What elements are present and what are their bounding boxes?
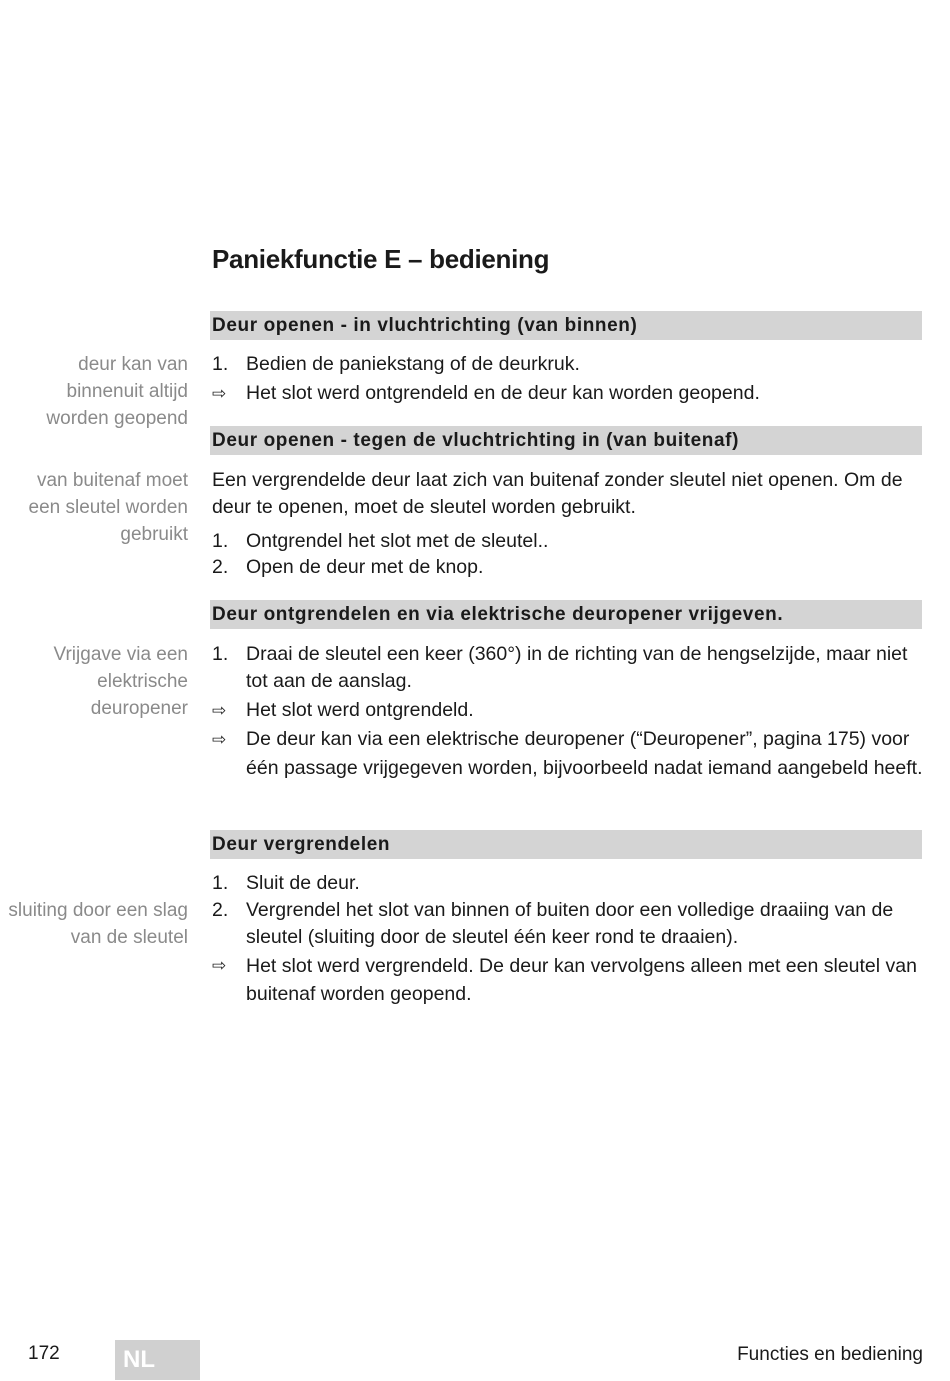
step-text: Sluit de deur. <box>246 872 360 894</box>
list-item <box>212 351 924 378</box>
step-number: 1. <box>212 872 229 894</box>
result-text: Het slot werd ontgrendeld. <box>246 699 474 721</box>
step-text: Bedien de paniekstang of de deurkruk. <box>246 353 580 375</box>
section-heading: Deur ontgrendelen en via elektrische deuropener vrijgeven. <box>210 600 922 629</box>
list-item <box>212 952 924 1008</box>
list-item <box>212 528 924 555</box>
step-text: Open de deur met de knop. <box>246 556 484 578</box>
list-item <box>212 725 924 783</box>
list-item <box>212 641 924 695</box>
step-text: Vergrendel het slot van binnen of buiten door een volledige draaiing van de sleutel (sluiting door de sleutel één keer rond te draaien). <box>246 899 894 948</box>
list-item <box>212 870 924 897</box>
result-arrow-icon: ⇨ <box>212 730 227 749</box>
margin-note: sluiting door een slag van de sleutel <box>8 900 188 948</box>
list-item <box>212 697 924 724</box>
intro-paragraph: Een vergrendelde deur laat zich van buitenaf zonder sleutel niet openen. Om de deur te openen, moet de sleutel worden gebruikt. <box>212 469 903 518</box>
result-arrow-icon: ⇨ <box>212 956 227 975</box>
list-item <box>212 554 924 581</box>
step-number: 2. <box>212 556 229 578</box>
list-item <box>212 380 924 407</box>
section-heading: Deur openen - tegen de vluchtrichting in (van buitenaf) <box>210 426 922 455</box>
result-text: De deur kan via een elektrische deuropener (“Deuropener”, pagina 175) voor één passage vrijgegeven worden, bijvoorbeeld nadat iemand aangebeld heeft. <box>246 728 923 779</box>
step-number: 2. <box>212 899 229 921</box>
result-arrow-icon: ⇨ <box>212 384 227 403</box>
page-title: Paniekfunctie E – bediening <box>212 244 550 274</box>
language-tab: NL <box>115 1340 200 1380</box>
page-number: 172 <box>28 1343 60 1364</box>
section-heading: Deur vergrendelen <box>210 830 922 859</box>
step-text: Ontgrendel het slot met de sleutel.. <box>246 530 549 552</box>
section-heading: Deur openen - in vluchtrichting (van binnen) <box>210 311 922 340</box>
step-text: Draai de sleutel een keer (360°) in de richting van de hengselzijde, maar niet tot aan de aanslag. <box>246 643 908 692</box>
result-arrow-icon: ⇨ <box>212 701 227 720</box>
margin-note: deur kan van binnenuit altijd worden geopend <box>46 354 188 429</box>
margin-note: van buitenaf moet een sleutel worden gebruikt <box>28 470 188 545</box>
result-text: Het slot werd ontgrendeld en de deur kan worden geopend. <box>246 382 760 404</box>
step-number: 1. <box>212 530 229 552</box>
margin-note: Vrijgave via een elektrische deuropener <box>53 644 188 719</box>
result-text: Het slot werd vergrendeld. De deur kan vervolgens alleen met een sleutel van buitenaf worden geopend. <box>246 955 917 1005</box>
step-number: 1. <box>212 353 229 375</box>
list-item <box>212 897 924 951</box>
step-number: 1. <box>212 643 229 665</box>
chapter-title: Functies en bediening <box>737 1344 923 1365</box>
